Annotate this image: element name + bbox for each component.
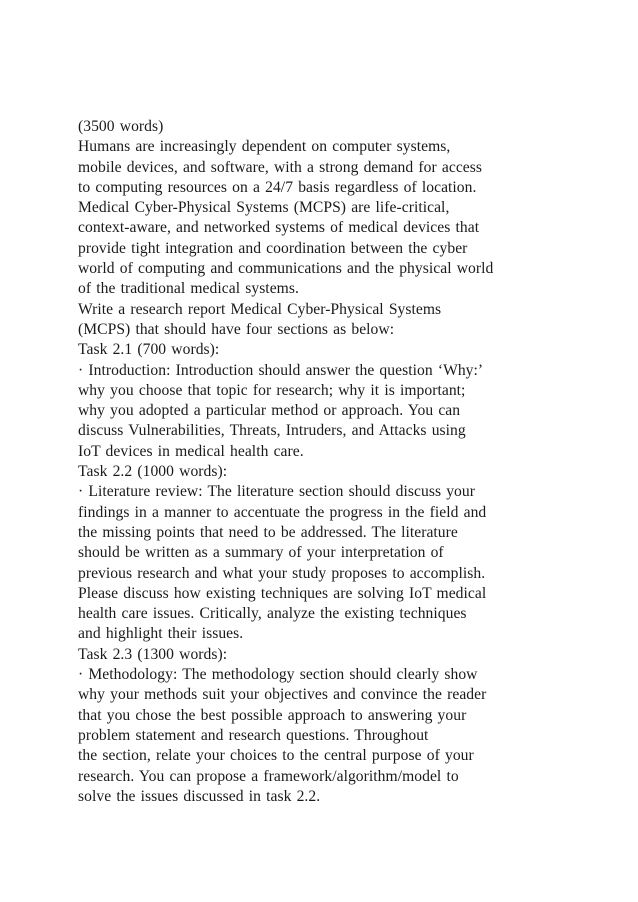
paragraph-line: context-aware, and networked systems of medical devices that <box>78 219 480 237</box>
paragraph-line: provide tight integration and coordination between the cyber <box>78 239 468 257</box>
task-heading-2-2: Task 2.2 (1000 words): <box>78 463 228 481</box>
task-2-1-line: IoT devices in medical health care. <box>78 442 304 460</box>
task-2-1-line: why you choose that topic for research; why it is important; <box>78 381 466 399</box>
task-2-3-line: that you chose the best possible approach to answering your <box>78 706 467 724</box>
task-2-3-line: the section, relate your choices to the central purpose of your <box>78 747 474 765</box>
instruction-line: Write a research report Medical Cyber-Physical Systems <box>78 300 442 318</box>
task-2-3-line: solve the issues discussed in task 2.2. <box>78 787 321 805</box>
task-2-3-line: research. You can propose a framework/algorithm/model to <box>78 767 459 785</box>
task-2-3-line: why your methods suit your objectives and convince the reader <box>78 686 487 704</box>
instruction-line: (MCPS) that should have four sections as below: <box>78 320 395 338</box>
paragraph-line: world of computing and communications and the physical world <box>78 260 494 278</box>
paragraph-line: Medical Cyber-Physical Systems (MCPS) are life-critical, <box>78 199 450 217</box>
task-2-1-line: · Introduction: Introduction should answer the question ‘Why:’ <box>78 361 484 379</box>
task-2-1-line: why you adopted a particular method or approach. You can <box>78 402 461 420</box>
task-2-2-line: health care issues. Critically, analyze the existing techniques <box>78 605 467 623</box>
task-2-2-line: Please discuss how existing techniques are solving IoT medical <box>78 584 487 602</box>
task-2-2-line: · Literature review: The literature section should discuss your <box>78 483 475 501</box>
task-2-1-line: discuss Vulnerabilities, Threats, Intruders, and Attacks using <box>78 422 466 440</box>
paragraph-line: to computing resources on a 24/7 basis regardless of location. <box>78 178 477 196</box>
task-2-3-line: · Methodology: The methodology section should clearly show <box>78 666 478 684</box>
task-2-2-line: findings in a manner to accentuate the progress in the field and <box>78 503 487 521</box>
task-2-2-line: should be written as a summary of your interpretation of <box>78 544 444 562</box>
task-heading-2-1: Task 2.1 (700 words): <box>78 341 220 359</box>
task-2-2-line: and highlight their issues. <box>78 625 244 643</box>
task-2-2-line: previous research and what your study proposes to accomplish. <box>78 564 486 582</box>
paragraph-line: mobile devices, and software, with a strong demand for access <box>78 158 482 176</box>
task-2-2-line: the missing points that need to be addressed. The literature <box>78 523 458 541</box>
paragraph-line: Humans are increasingly dependent on computer systems, <box>78 138 451 156</box>
paragraph-line: of the traditional medical systems. <box>78 280 299 298</box>
word-count-line: (3500 words) <box>78 118 164 135</box>
document-body <box>78 117 568 807</box>
task-2-3-line: problem statement and research questions. Throughout <box>78 726 429 744</box>
task-heading-2-3: Task 2.3 (1300 words): <box>78 645 228 663</box>
